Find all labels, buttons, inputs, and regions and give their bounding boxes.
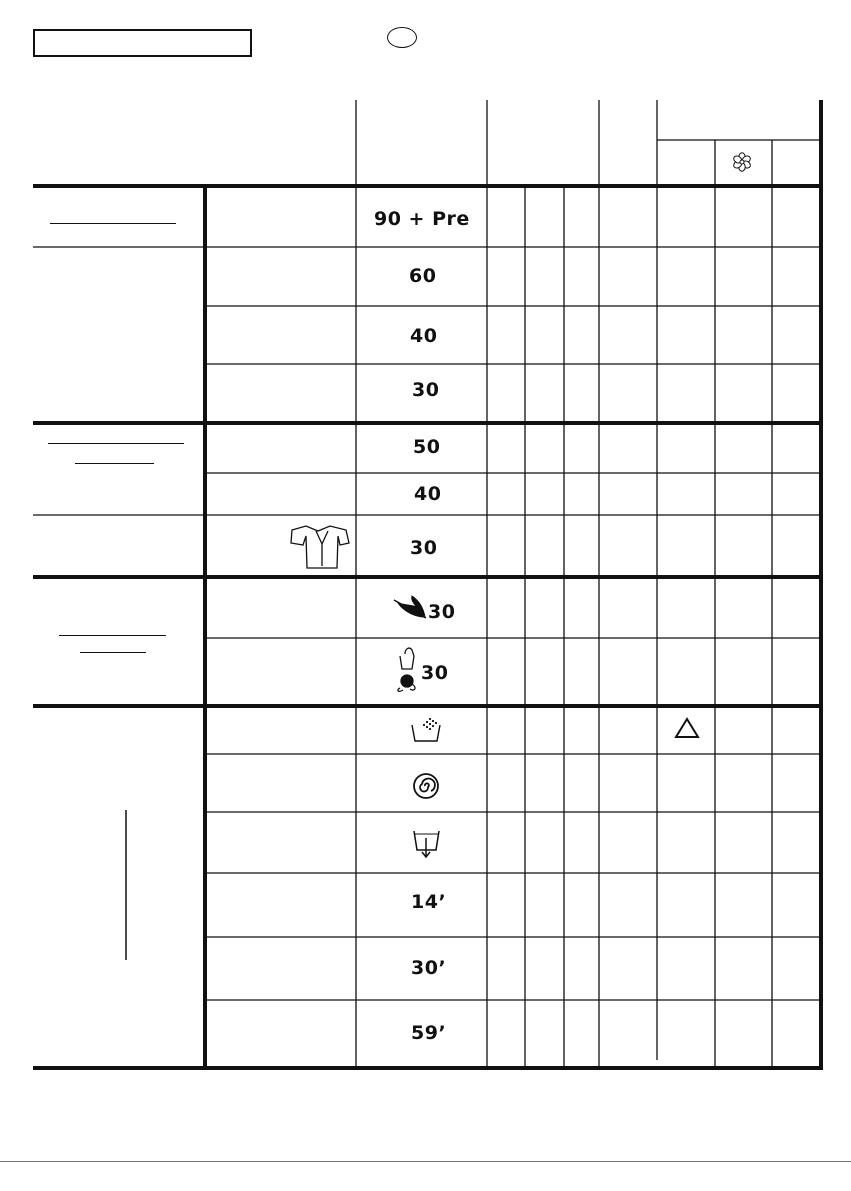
label-underline: [80, 652, 146, 653]
handwash-yarn-icon: [398, 648, 415, 691]
shirt-icon: [291, 526, 349, 568]
program-temp-cell: 30: [410, 537, 438, 559]
label-underline: [48, 443, 184, 444]
page-bottom-rule: [0, 1161, 851, 1162]
feather-icon: [394, 596, 426, 618]
rinse-shower-icon: [412, 718, 440, 741]
label-underline: [75, 463, 154, 464]
program-temp-cell: 60: [409, 265, 437, 287]
label-underline: [59, 635, 166, 636]
program-temp-cell: 14’: [411, 891, 447, 913]
program-temp-cell: 30’: [411, 957, 447, 979]
program-temp-cell: 59’: [411, 1022, 447, 1044]
program-temp-cell: 30: [428, 601, 456, 623]
spiral-spin-icon: [414, 774, 438, 798]
program-temp-cell: 30: [412, 379, 440, 401]
program-temp-cell: 40: [410, 325, 438, 347]
label-underline: [50, 223, 176, 224]
triangle-warning-icon: [676, 719, 698, 737]
program-temp-cell: 40: [414, 483, 442, 505]
drain-tub-icon: [414, 831, 439, 857]
flower-icon: [732, 153, 751, 171]
program-temp-cell: 50: [413, 436, 441, 458]
program-temp-cell: 90 + Pre: [374, 208, 470, 230]
program-temp-cell: 30: [421, 662, 449, 684]
